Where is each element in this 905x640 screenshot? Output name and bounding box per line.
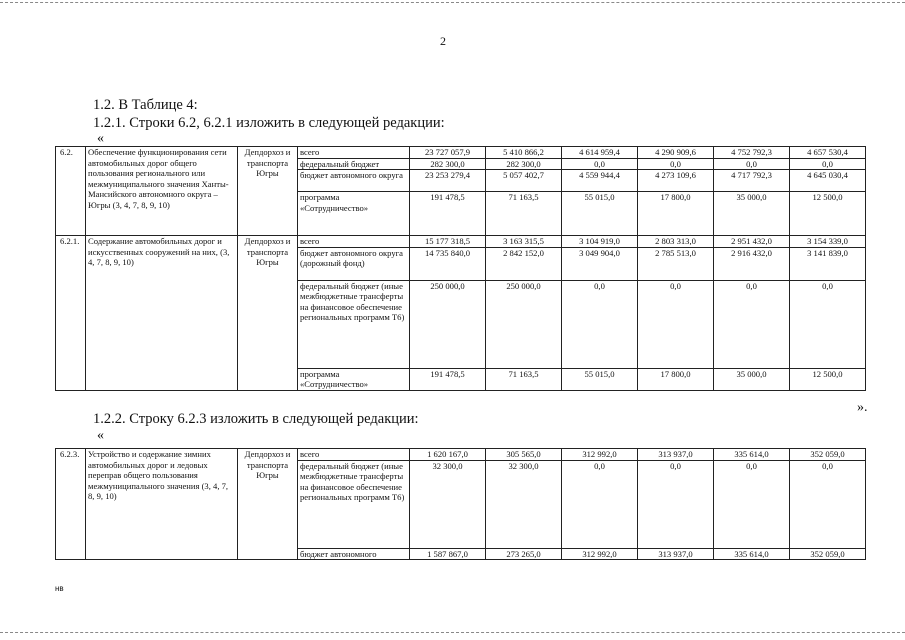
funding-source: всего [298, 236, 410, 248]
funding-source: федеральный бюджет (иные межбюджетные трансферты на финансовое обеспечение региональных программ Т6) [298, 280, 410, 368]
amount-cell: 0,0 [714, 158, 790, 170]
heading-table-4: 1.2. В Таблице 4: [93, 97, 198, 113]
amount-cell: 12 500,0 [790, 368, 866, 390]
amount-cell: 273 265,0 [486, 548, 562, 560]
amount-cell: 0,0 [562, 460, 638, 548]
amount-cell: 335 614,0 [714, 548, 790, 560]
opening-quote-1: « [97, 131, 104, 146]
amount-cell: 17 800,0 [638, 192, 714, 236]
table-row [56, 449, 866, 461]
amount-cell: 3 104 919,0 [562, 236, 638, 248]
table-row [56, 236, 866, 248]
amount-cell: 32 300,0 [486, 460, 562, 548]
row-code: 6.2. [56, 147, 86, 236]
funding-source: бюджет автономного [298, 548, 410, 560]
funding-source: программа «Сотрудничество» [298, 192, 410, 236]
amount-cell: 4 657 530,4 [790, 147, 866, 159]
amount-cell: 32 300,0 [410, 460, 486, 548]
amount-cell: 0,0 [714, 280, 790, 368]
amount-cell: 3 049 904,0 [562, 247, 638, 280]
opening-quote-2: « [97, 428, 104, 443]
scan-edge-bottom [0, 632, 905, 633]
amount-cell: 4 645 030,4 [790, 170, 866, 192]
amount-cell: 0,0 [638, 158, 714, 170]
amount-cell: 4 614 959,4 [562, 147, 638, 159]
amount-cell: 5 057 402,7 [486, 170, 562, 192]
amount-cell: 0,0 [790, 460, 866, 548]
amount-cell: 0,0 [638, 280, 714, 368]
amount-cell: 313 937,0 [638, 449, 714, 461]
amount-cell: 0,0 [790, 280, 866, 368]
table-row [56, 147, 866, 159]
amount-cell: 1 587 867,0 [410, 548, 486, 560]
amount-cell: 250 000,0 [486, 280, 562, 368]
amount-cell: 191 478,5 [410, 368, 486, 390]
funding-source: бюджет автономного округа (дорожный фонд) [298, 247, 410, 280]
page-number: 2 [440, 34, 446, 48]
amount-cell: 2 951 432,0 [714, 236, 790, 248]
amount-cell: 55 015,0 [562, 192, 638, 236]
funding-source: программа «Сотрудничество» [298, 368, 410, 390]
row-code: 6.2.1. [56, 236, 86, 391]
amount-cell: 1 620 167,0 [410, 449, 486, 461]
amount-cell: 35 000,0 [714, 368, 790, 390]
row-name: Содержание автомобильных дорог и искусственных сооружений на них, (3, 4, 7, 8, 9, 10) [86, 236, 238, 391]
amount-cell: 3 154 339,0 [790, 236, 866, 248]
funding-source: федеральный бюджет (иные межбюджетные трансферты на финансовое обеспечение региональных программ Т6) [298, 460, 410, 548]
amount-cell: 55 015,0 [562, 368, 638, 390]
amount-cell: 313 937,0 [638, 548, 714, 560]
amount-cell: 352 059,0 [790, 548, 866, 560]
funding-source: всего [298, 147, 410, 159]
heading-row-6-2-3: 1.2.2. Строку 6.2.3 изложить в следующей редакции: [93, 411, 419, 427]
closing-quote-1: ». [857, 400, 868, 415]
amount-cell: 312 992,0 [562, 449, 638, 461]
amount-cell: 2 842 152,0 [486, 247, 562, 280]
footer-initials: нв [55, 584, 64, 593]
amount-cell: 312 992,0 [562, 548, 638, 560]
amount-cell: 23 253 279,4 [410, 170, 486, 192]
amount-cell: 282 300,0 [410, 158, 486, 170]
amount-cell: 23 727 057,9 [410, 147, 486, 159]
amount-cell: 5 410 866,2 [486, 147, 562, 159]
row-code: 6.2.3. [56, 449, 86, 560]
scan-edge-top [0, 2, 905, 3]
amount-cell: 335 614,0 [714, 449, 790, 461]
heading-rows-6-2: 1.2.1. Строки 6.2, 6.2.1 изложить в следующей редакции: [93, 115, 445, 131]
row-executor: Депдорхоз и транспорта Югры [238, 449, 298, 560]
amount-cell: 0,0 [562, 280, 638, 368]
amount-cell: 0,0 [638, 460, 714, 548]
budget-table-row-6-2-3 [55, 448, 866, 560]
amount-cell: 352 059,0 [790, 449, 866, 461]
funding-source: всего [298, 449, 410, 461]
amount-cell: 2 803 313,0 [638, 236, 714, 248]
amount-cell: 4 717 792,3 [714, 170, 790, 192]
amount-cell: 17 800,0 [638, 368, 714, 390]
amount-cell: 3 141 839,0 [790, 247, 866, 280]
amount-cell: 15 177 318,5 [410, 236, 486, 248]
row-name: Обеспечение функционирования сети автомобильных дорог общего пользования регионального или межмуниципального значения Ханты-Мансийского автономного округа – Югры (3, 4, 7, 8, 9, 10) [86, 147, 238, 236]
amount-cell: 282 300,0 [486, 158, 562, 170]
amount-cell: 35 000,0 [714, 192, 790, 236]
amount-cell: 4 559 944,4 [562, 170, 638, 192]
amount-cell: 0,0 [714, 460, 790, 548]
amount-cell: 2 916 432,0 [714, 247, 790, 280]
amount-cell: 71 163,5 [486, 192, 562, 236]
row-executor: Депдорхоз и транспорта Югры [238, 147, 298, 236]
amount-cell: 3 163 315,5 [486, 236, 562, 248]
amount-cell: 4 752 792,3 [714, 147, 790, 159]
amount-cell: 4 290 909,6 [638, 147, 714, 159]
funding-source: бюджет автономного округа [298, 170, 410, 192]
amount-cell: 0,0 [790, 158, 866, 170]
budget-table-rows-6-2 [55, 146, 866, 391]
amount-cell: 250 000,0 [410, 280, 486, 368]
row-name: Устройство и содержание зимних автомобильных дорог и ледовых переправ общего пользования межмуниципального значения (3, 4, 7, 8, 9, 10) [86, 449, 238, 560]
amount-cell: 71 163,5 [486, 368, 562, 390]
amount-cell: 2 785 513,0 [638, 247, 714, 280]
amount-cell: 14 735 840,0 [410, 247, 486, 280]
amount-cell: 191 478,5 [410, 192, 486, 236]
amount-cell: 12 500,0 [790, 192, 866, 236]
amount-cell: 4 273 109,6 [638, 170, 714, 192]
amount-cell: 0,0 [562, 158, 638, 170]
row-executor: Депдорхоз и транспорта Югры [238, 236, 298, 391]
amount-cell: 305 565,0 [486, 449, 562, 461]
funding-source: федеральный бюджет [298, 158, 410, 170]
